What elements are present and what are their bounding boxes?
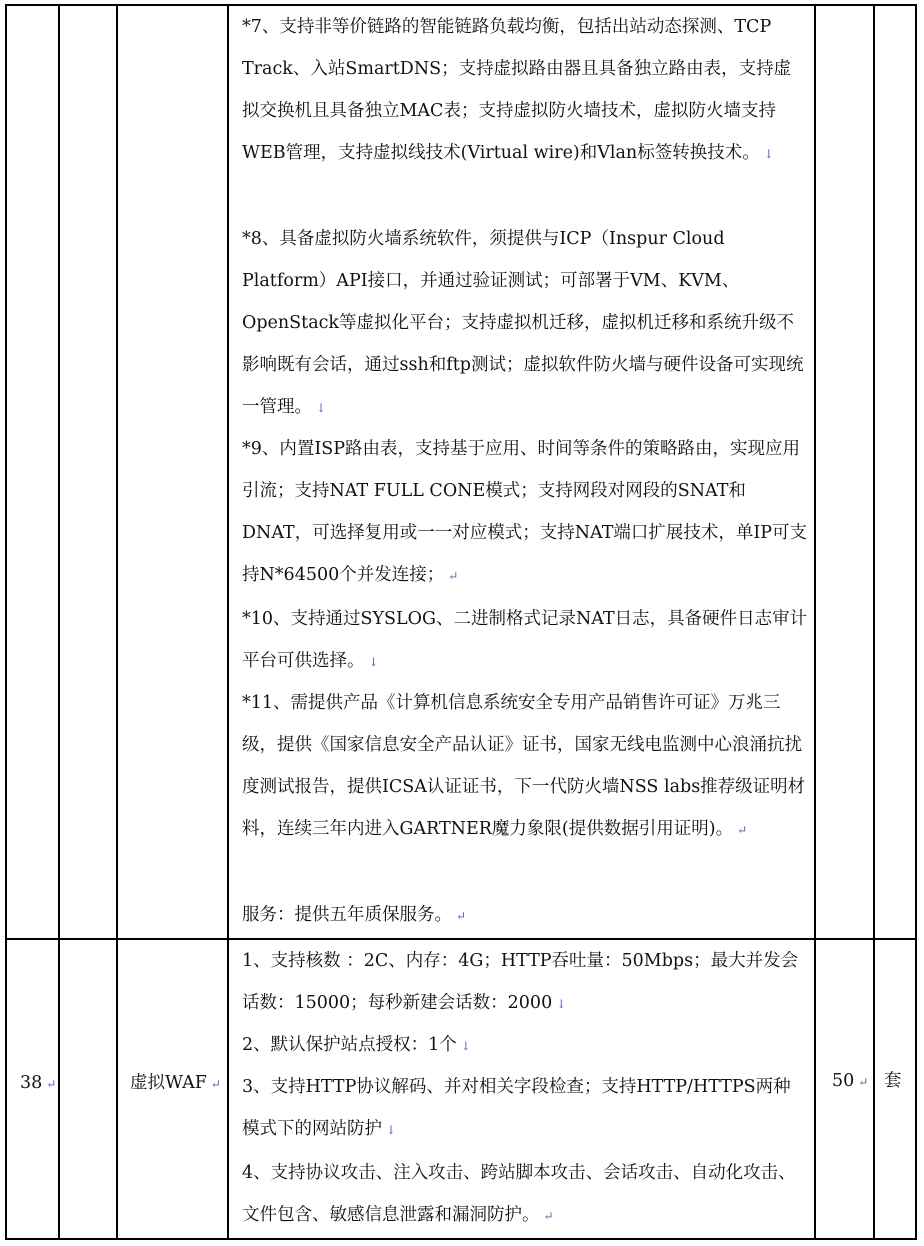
- line-break-mark: ↓: [386, 1123, 397, 1137]
- cell-mark: ↵: [210, 1077, 221, 1091]
- unit: 套: [884, 1071, 902, 1091]
- column-border: [5, 4, 7, 1240]
- spec-paragraph-7: *7、支持非等价链路的智能链路负载均衡，包括出站动态探测、TCP Track、入站SmartDNS；支持虚拟路由器且具备独立路由表，支持虚拟交换机且具备独立MAC表；支持虚拟防火墙技术，虚拟防火墙支持WEB管理，支持虚拟线技术(Virtual wire)和Vlan标签转换技术。 ↓: [242, 17, 792, 163]
- paragraph-mark: ↵: [737, 823, 748, 837]
- line-break-mark: ↓: [368, 655, 379, 669]
- spec-paragraph-11: *11、需提供产品《计算机信息系统安全专用产品销售许可证》万兆三级，提供《国家信息安全产品认证》证书，国家无线电监测中心浪涌抗扰度测试报告，提供ICSA认证证书，下一代防火墙NSS labs推荐级证明材料，连续三年内进入GARTNER魔力象限(提供数据引用证明)。 ↵: [242, 693, 806, 839]
- cell-mark: ↵: [858, 1075, 869, 1089]
- column-border: [814, 4, 816, 1240]
- column-border: [116, 4, 118, 1240]
- row-number: 38 ↵: [20, 1073, 57, 1093]
- row-divider-col1: [5, 938, 60, 940]
- line-break-mark: ↓: [460, 1039, 471, 1053]
- quantity: 50 ↵: [832, 1071, 869, 1091]
- item-name: 虚拟WAF ↵: [130, 1073, 221, 1093]
- spec-paragraph-10: *10、支持通过SYSLOG、二进制格式记录NAT日志，具备硬件日志审计平台可供选择。 ↓: [242, 609, 808, 671]
- spec-paragraph-service: 服务：提供五年质保服务。 ↵: [242, 905, 467, 925]
- column-border: [915, 4, 917, 1240]
- column-border: [873, 4, 875, 1240]
- waf-spec-1: 1、支持核数 ：2C、内存：4G；HTTP吞吐量：50Mbps；最大并发会话数：15000；每秒新建会话数：2000 ↓: [242, 951, 799, 1013]
- spec-paragraph-9: *9、内置ISP路由表，支持基于应用、时间等条件的策略路由，实现应用引流；支持NAT FULL CONE模式；支持网段对网段的SNAT和DNAT，可选择复用或一一对应模式；支持NAT端口扩展技术，单IP可支持N*64500个并发连接； ↵: [242, 439, 808, 585]
- line-break-mark: ↓: [556, 997, 567, 1011]
- waf-spec-4: 4、支持协议攻击、注入攻击、跨站脚本攻击、会话攻击、自动化攻击、文件包含、敏感信息泄露和漏洞防护。 ↵: [242, 1163, 796, 1225]
- table-bottom-border: [5, 1238, 917, 1240]
- line-break-mark: ↓: [763, 147, 774, 161]
- cell-mark: ↵: [46, 1077, 57, 1091]
- paragraph-mark: ↵: [543, 1209, 554, 1223]
- line-break-mark: ↓: [316, 401, 327, 415]
- column-border: [227, 4, 229, 1240]
- spec-paragraph-8: *8、具备虚拟防火墙系统软件，须提供与ICP（Inspur Cloud Platform）API接口，并通过验证测试；可部署于VM、KVM、OpenStack等虚拟化平台；支持虚拟机迁移，虚拟机迁移和系统升级不影响既有会话，通过ssh和ftp测试；虚拟软件防火墙与硬件设备可实现统一管理。 ↓: [242, 229, 804, 417]
- waf-spec-2: 2、默认保护站点授权：1个 ↓: [242, 1035, 471, 1055]
- paragraph-mark: ↵: [448, 569, 459, 583]
- waf-spec-3: 3、支持HTTP协议解码、并对相关字段检查；支持HTTP/HTTPS两种模式下的网站防护 ↓: [242, 1077, 791, 1139]
- column-border: [58, 4, 60, 1240]
- paragraph-mark: ↵: [456, 909, 467, 923]
